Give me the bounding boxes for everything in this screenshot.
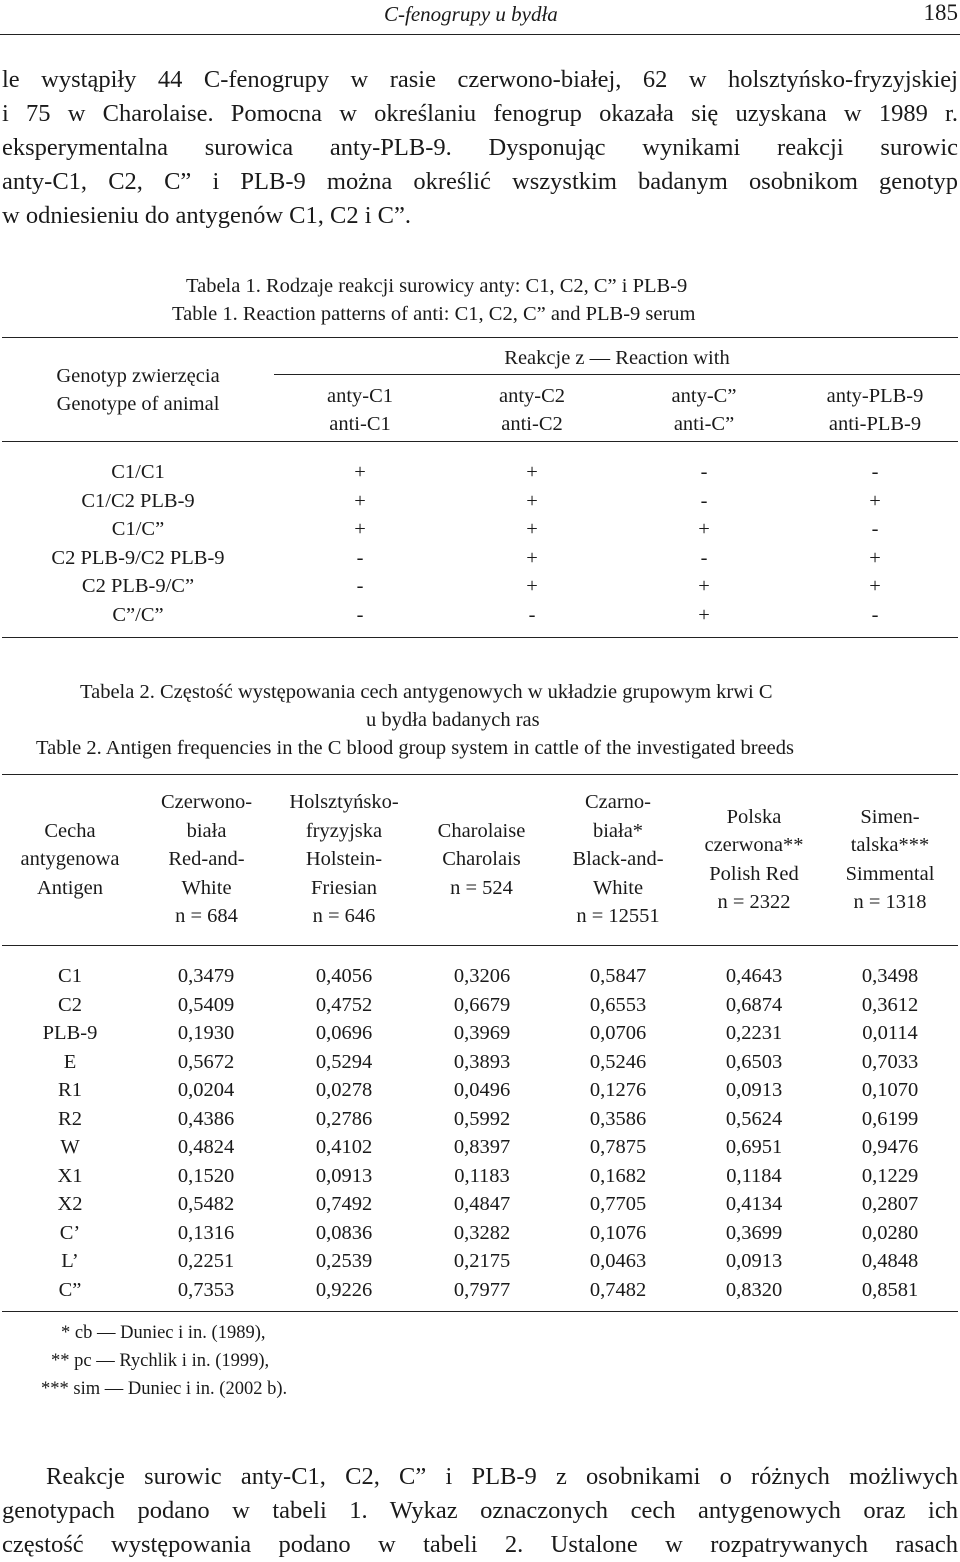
frequency-cell: 0,7482 [589, 1278, 647, 1301]
header-breed-label: biała* [592, 819, 644, 842]
paragraph-line: genotypach podano w tabeli 1. Wykaz oznaczonych cech antygenowych oraz ich [2, 1497, 958, 1524]
frequency-cell: 0,4752 [315, 993, 373, 1016]
frequency-cell: 0,9476 [861, 1136, 919, 1158]
footnote: * cb — Duniec i in. (1989), [61, 1323, 266, 1343]
reaction-cell: + [698, 518, 710, 540]
header-breed-label: n = 2322 [717, 891, 791, 913]
reaction-cell: + [698, 575, 710, 597]
frequency-cell: 0,4848 [861, 1250, 919, 1272]
genotype-cell: C1/C1 [111, 461, 165, 483]
table-1-header-rule [2, 441, 958, 442]
frequency-cell: 0,1316 [177, 1221, 235, 1244]
table-2-caption-en: Table 2. Antigen frequencies in the C blood group system in cattle of the investigated breeds [36, 737, 795, 759]
header-breed-label: White [181, 876, 232, 899]
frequency-cell: 0,3699 [725, 1221, 783, 1244]
antigen-cell: C1 [58, 965, 82, 987]
reaction-cell: - [356, 575, 364, 597]
reaction-cell: - [700, 461, 708, 483]
frequency-cell: 0,0463 [589, 1250, 647, 1272]
header-antigen-label: Cecha [44, 819, 96, 842]
header-breed-label: Red-and- [168, 848, 245, 871]
header-reaction-group: Reakcje z — Reaction with [504, 347, 730, 369]
header-breed-label: Holstein- [305, 848, 383, 871]
header-anti-c2: anti-C2 [501, 413, 563, 435]
table-row [0, 458, 960, 486]
header-breed-label: Polska [726, 805, 782, 828]
frequency-cell: 0,4824 [177, 1136, 235, 1158]
table-2-top-rule [2, 774, 958, 775]
header-anty-c2prime: anty-C” [671, 385, 737, 407]
table-1-top-rule [2, 337, 958, 338]
header-antigen-label: antygenowa [20, 848, 120, 871]
frequency-cell: 0,7705 [589, 1193, 647, 1215]
frequency-cell: 0,4134 [725, 1193, 783, 1215]
antigen-cell: C2 [58, 993, 82, 1016]
page-number: 185 [923, 0, 958, 25]
frequency-cell: 0,0204 [177, 1079, 235, 1101]
reaction-cell: + [526, 575, 538, 597]
paragraph-line: i 75 w Charolaise. Pomocna w określaniu fenogrup okazała się uzyskana w 1989 r. [2, 100, 958, 127]
header-breed-label: n = 12551 [576, 905, 660, 928]
frequency-cell: 0,2231 [725, 1022, 783, 1044]
header-breed-label: Czerwono- [160, 791, 253, 814]
frequency-cell: 0,1930 [177, 1022, 235, 1044]
header-breed-label: Charolais [442, 848, 521, 871]
paragraph-top [2, 63, 958, 233]
antigen-cell: W [60, 1136, 80, 1158]
table-2-caption-pl-2: u bydła badanych ras [366, 709, 540, 731]
antigen-cell: PLB-9 [42, 1022, 98, 1044]
antigen-cell: X1 [57, 1164, 83, 1187]
frequency-cell: 0,0836 [315, 1221, 373, 1244]
frequency-cell: 0,3282 [453, 1221, 511, 1244]
frequency-cell: 0,1183 [454, 1164, 510, 1187]
table-row [0, 515, 960, 543]
reaction-cell: - [356, 546, 364, 569]
frequency-cell: 0,1076 [589, 1221, 647, 1244]
frequency-cell: 0,1520 [177, 1164, 235, 1187]
frequency-cell: 0,0913 [725, 1250, 783, 1272]
paragraph-line: anty-C1, C2, C” i PLB-9 można określić wszystkim badanym osobnikom genotyp [2, 168, 958, 195]
frequency-cell: 0,0706 [589, 1022, 647, 1044]
antigen-cell: X2 [57, 1193, 83, 1215]
table-1-caption-pl: Tabela 1. Rodzaje reakcji surowicy anty: C1, C2, C” i PLB-9 [186, 275, 688, 297]
frequency-cell: 0,4386 [177, 1107, 235, 1130]
table-row [0, 1019, 960, 1047]
genotype-cell: C2 PLB-9/C2 PLB-9 [51, 546, 225, 569]
frequency-cell: 0,6874 [725, 993, 783, 1016]
frequency-cell: 0,9226 [315, 1278, 373, 1301]
frequency-cell: 0,2175 [453, 1250, 511, 1272]
frequency-cell: 0,6553 [589, 993, 647, 1016]
table-row [0, 962, 960, 990]
table-row [0, 1219, 960, 1247]
header-genotype-pl: Genotyp zwierzęcia [56, 365, 220, 387]
reaction-cell: + [869, 575, 881, 597]
header-breed-label: Simen- [860, 805, 920, 828]
antigen-cell: C’ [59, 1221, 81, 1244]
table-row [0, 544, 960, 572]
header-breed-label: n = 524 [450, 876, 513, 899]
frequency-cell: 0,5992 [453, 1107, 511, 1130]
table-row [0, 487, 960, 515]
header-breed-label: biała [186, 819, 227, 842]
frequency-cell: 0,0913 [725, 1079, 783, 1101]
frequency-cell: 0,6951 [725, 1136, 783, 1158]
frequency-cell: 0,5409 [177, 993, 235, 1016]
table-row [0, 1105, 960, 1133]
table-2-caption-pl-1: Tabela 2. Częstość występowania cech antygenowych w układzie grupowym krwi C [80, 681, 773, 703]
frequency-cell: 0,3612 [861, 993, 919, 1016]
header-breed-label: Charolaise [437, 819, 526, 842]
header-anty-plb9: anty-PLB-9 [826, 385, 924, 407]
header-anty-c2: anty-C2 [498, 385, 566, 407]
frequency-cell: 0,4056 [315, 965, 373, 987]
frequency-cell: 0,6199 [861, 1107, 919, 1130]
frequency-cell: 0,3498 [861, 965, 919, 987]
table-row [0, 1190, 960, 1218]
table-row [0, 1048, 960, 1076]
frequency-cell: 0,0278 [315, 1079, 373, 1101]
reaction-cell: - [700, 546, 708, 569]
header-breed-label: White [592, 876, 644, 899]
reaction-cell: - [871, 461, 879, 483]
reaction-cell: - [700, 489, 708, 512]
paragraph-line: częstość występowania podano w tabeli 2. Ustalone w rozpatrywanych rasach [2, 1531, 958, 1558]
table-row [0, 991, 960, 1019]
genotype-cell: C”/C” [112, 603, 164, 626]
frequency-cell: 0,6503 [725, 1050, 783, 1073]
frequency-cell: 0,5624 [725, 1107, 783, 1130]
header-breed-label: n = 646 [312, 905, 376, 928]
antigen-cell: R2 [58, 1107, 82, 1130]
frequency-cell: 0,5672 [177, 1050, 235, 1073]
running-head-title: C-fenogrupy u bydła [384, 2, 558, 26]
table-row [0, 1247, 960, 1275]
frequency-cell: 0,7492 [315, 1193, 373, 1215]
paragraph-line: w odniesieniu do antygenów C1, C2 i C”. [2, 202, 411, 229]
header-breed-label: Polish Red [709, 862, 799, 885]
reaction-cell: + [354, 489, 366, 512]
reaction-cell: + [526, 461, 538, 483]
header-breed-label: fryzyjska [305, 819, 383, 842]
antigen-cell: L’ [61, 1250, 79, 1272]
table-row [0, 601, 960, 629]
running-head [0, 0, 960, 35]
frequency-cell: 0,2251 [177, 1250, 235, 1272]
table-2-header-rule [2, 945, 958, 946]
header-group-rule [274, 374, 960, 375]
frequency-cell: 0,2807 [861, 1193, 919, 1215]
header-breed-label: Friesian [310, 876, 378, 899]
header-antigen-label: Antigen [36, 876, 104, 899]
antigen-cell: R1 [58, 1079, 82, 1101]
footnote: ** pc — Rychlik i in. (1999), [51, 1351, 270, 1371]
paragraph-bottom [2, 1460, 958, 1562]
table-2-bottom-rule [2, 1311, 958, 1312]
frequency-cell: 0,0114 [862, 1022, 918, 1044]
frequency-cell: 0,1070 [861, 1079, 919, 1101]
frequency-cell: 0,1184 [726, 1164, 782, 1187]
reaction-cell: + [526, 489, 538, 512]
antigen-cell: C” [58, 1278, 82, 1301]
frequency-cell: 0,0696 [315, 1022, 373, 1044]
frequency-cell: 0,8397 [453, 1136, 511, 1158]
frequency-cell: 0,1682 [589, 1164, 647, 1187]
frequency-cell: 0,2539 [315, 1250, 373, 1272]
header-anti-c1: anti-C1 [329, 413, 391, 435]
header-breed-label: n = 684 [175, 905, 238, 928]
frequency-cell: 0,3479 [177, 965, 235, 987]
table-row [0, 1162, 960, 1190]
reaction-cell: + [526, 546, 538, 569]
frequency-cell: 0,4847 [453, 1193, 511, 1215]
genotype-cell: C2 PLB-9/C” [81, 575, 195, 597]
frequency-cell: 0,3206 [453, 965, 511, 987]
table-1-caption-en: Table 1. Reaction patterns of anti: C1, C2, C” and PLB-9 serum [172, 303, 696, 325]
table-row [0, 1276, 960, 1304]
genotype-cell: C1/C2 PLB-9 [81, 489, 195, 512]
reaction-cell: - [528, 603, 536, 626]
frequency-cell: 0,5294 [315, 1050, 373, 1073]
header-breed-label: Black-and- [572, 848, 664, 871]
header-anty-c1: anty-C1 [326, 385, 394, 407]
table-1-bottom-rule [2, 637, 958, 638]
frequency-cell: 0,7353 [177, 1278, 235, 1301]
frequency-cell: 0,3586 [589, 1107, 647, 1130]
genotype-cell: C1/C” [111, 518, 165, 540]
frequency-cell: 0,1276 [589, 1079, 647, 1101]
frequency-cell: 0,4102 [315, 1136, 373, 1158]
frequency-cell: 0,5482 [177, 1193, 235, 1215]
header-anti-plb9: anti-PLB-9 [828, 413, 922, 435]
frequency-cell: 0,0496 [453, 1079, 511, 1101]
frequency-cell: 0,1229 [861, 1164, 919, 1187]
header-breed-label: Czarno- [584, 791, 652, 814]
reaction-cell: + [354, 461, 366, 483]
frequency-cell: 0,5847 [589, 965, 647, 987]
paragraph-line: le wystąpiły 44 C-fenogrupy w rasie czerwono-białej, 62 w holsztyńsko-fryzyjskiej [2, 66, 958, 93]
table-row [0, 1133, 960, 1161]
reaction-cell: - [356, 603, 364, 626]
frequency-cell: 0,7033 [861, 1050, 919, 1073]
frequency-cell: 0,4643 [725, 965, 783, 987]
frequency-cell: 0,0913 [315, 1164, 373, 1187]
frequency-cell: 0,0280 [861, 1221, 919, 1244]
reaction-cell: + [354, 518, 366, 540]
header-genotype-en: Genotype of animal [56, 393, 220, 415]
frequency-cell: 0,2786 [315, 1107, 373, 1130]
frequency-cell: 0,7977 [453, 1278, 511, 1301]
table-row [0, 572, 960, 600]
table-row [0, 1076, 960, 1104]
reaction-cell: + [698, 603, 710, 626]
header-breed-label: n = 1318 [853, 891, 927, 913]
frequency-cell: 0,7875 [589, 1136, 647, 1158]
header-breed-label: Holsztyńsko- [289, 791, 399, 814]
header-breed-label: talska*** [850, 834, 930, 856]
reaction-cell: - [871, 603, 879, 626]
reaction-cell: - [871, 518, 879, 540]
frequency-cell: 0,3893 [453, 1050, 511, 1073]
frequency-cell: 0,3969 [453, 1022, 511, 1044]
header-breed-label: Simmental [845, 862, 935, 885]
frequency-cell: 0,6679 [453, 993, 511, 1016]
reaction-cell: + [526, 518, 538, 540]
header-breed-label: czerwona** [704, 834, 804, 856]
reaction-cell: + [869, 546, 881, 569]
footnote: *** sim — Duniec i in. (2002 b). [41, 1379, 288, 1399]
frequency-cell: 0,8320 [725, 1278, 783, 1301]
frequency-cell: 0,5246 [589, 1050, 647, 1073]
header-anti-c2prime: anti-C” [673, 413, 735, 435]
antigen-cell: E [63, 1050, 77, 1073]
reaction-cell: + [869, 489, 881, 512]
paragraph-line: Reakcje surowic anty-C1, C2, C” i PLB-9 z osobnikami o różnych możliwych [46, 1463, 958, 1490]
paragraph-line: eksperymentalna surowica anty-PLB-9. Dysponując wynikami reakcji surowic [2, 134, 958, 161]
frequency-cell: 0,8581 [861, 1278, 919, 1301]
